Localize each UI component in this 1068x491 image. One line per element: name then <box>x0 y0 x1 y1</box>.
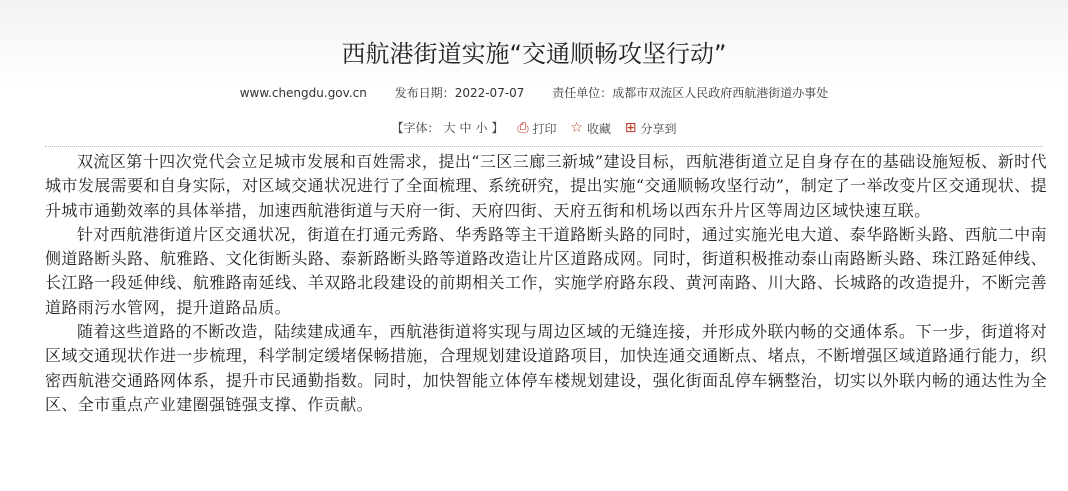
paragraph: 随着这些道路的不断改造，陆续建成通车，西航港街道将实现与周边区域的无缝连接，并形成外联内畅的交通体系。下一步，街道将对区域交通现状作进一步梳理，科学制定缓堵保畅措施，合理规划建设道路项目，加快连通交通断点、堵点，不断增强区域道路通行能力，织密西航港交通路网体系，提升市民通勤指数。同时，加快智能立体停车楼规划建设，强化街面乱停车辆整治，切实以外联内畅的通达性为全区、全市重点产业建圈强链强支撑、作贡献。 <box>45 322 1047 414</box>
font-bracket: 】 <box>491 121 504 135</box>
publish-date-value: 2022-07-07 <box>454 86 525 100</box>
share-button[interactable] <box>625 120 677 137</box>
article-meta <box>0 84 1068 101</box>
publish-date <box>395 86 525 100</box>
print-label: 打印 <box>532 121 557 136</box>
unit-label: 责任单位： <box>552 86 613 100</box>
publish-date-label: 发布日期： <box>394 86 455 100</box>
font-label: 【字体： <box>391 121 440 135</box>
font-large-button[interactable]: 大 <box>443 121 456 135</box>
print-button[interactable] <box>517 120 556 137</box>
paragraph: 双流区第十四次党代会立足城市发展和百姓需求，提出“三区三廊三新城”建设目标，西航港街道立足自身存在的基础设施短板、新时代城市发展需要和自身实际，对区域交通状况进行了全面梳理、系统研究，提出实施“交通顺畅攻坚行动”，制定了一举改变片区交通现状、提升城市通勤效率的具体举措，加速西航港街道与天府一街、天府四街、天府五街和机场以西东升片区等周边区域快速互联。 <box>45 152 1047 220</box>
responsible-unit <box>552 86 828 100</box>
font-small-button[interactable]: 小 <box>475 121 488 135</box>
favorite-label: 收藏 <box>586 121 611 136</box>
unit-value: 成都市双流区人民政府西航港街道办事处 <box>612 86 829 100</box>
article-header <box>0 0 1068 146</box>
star-icon: ☆ <box>570 120 583 136</box>
article-title: 西航港街道实施“交通顺畅攻坚行动” <box>341 40 727 68</box>
divider <box>45 146 1043 147</box>
plus-box-icon: ⊞ <box>624 120 637 136</box>
printer-icon: ⎙ <box>517 120 529 136</box>
font-medium-button[interactable]: 中 <box>459 121 472 135</box>
favorite-button[interactable] <box>570 120 611 137</box>
share-label: 分享到 <box>640 121 677 136</box>
article-body <box>45 150 1047 417</box>
paragraph: 针对西航港街道片区交通状况，街道在打通元秀路、华秀路等主干道路断头路的同时，通过实施光电大道、泰华路断头路、西航二中南侧道路断头路、航雅路、文化街断头路、泰新路断头路等道路改造让片区道路成网。同时，街道积极推动泰山南路断头路、珠江路延伸线、长江路一段延伸线、航雅路南延线、羊双路北段建设的前期相关工作，实施学府路东段、黄河南路、川大路、长城路的改造提升，不断完善道路雨污水管网，提升道路品质。 <box>45 224 1047 317</box>
article-tools <box>0 119 1068 137</box>
font-size-selector <box>391 119 503 136</box>
source-site: www.chengdu.gov.cn <box>239 86 367 100</box>
